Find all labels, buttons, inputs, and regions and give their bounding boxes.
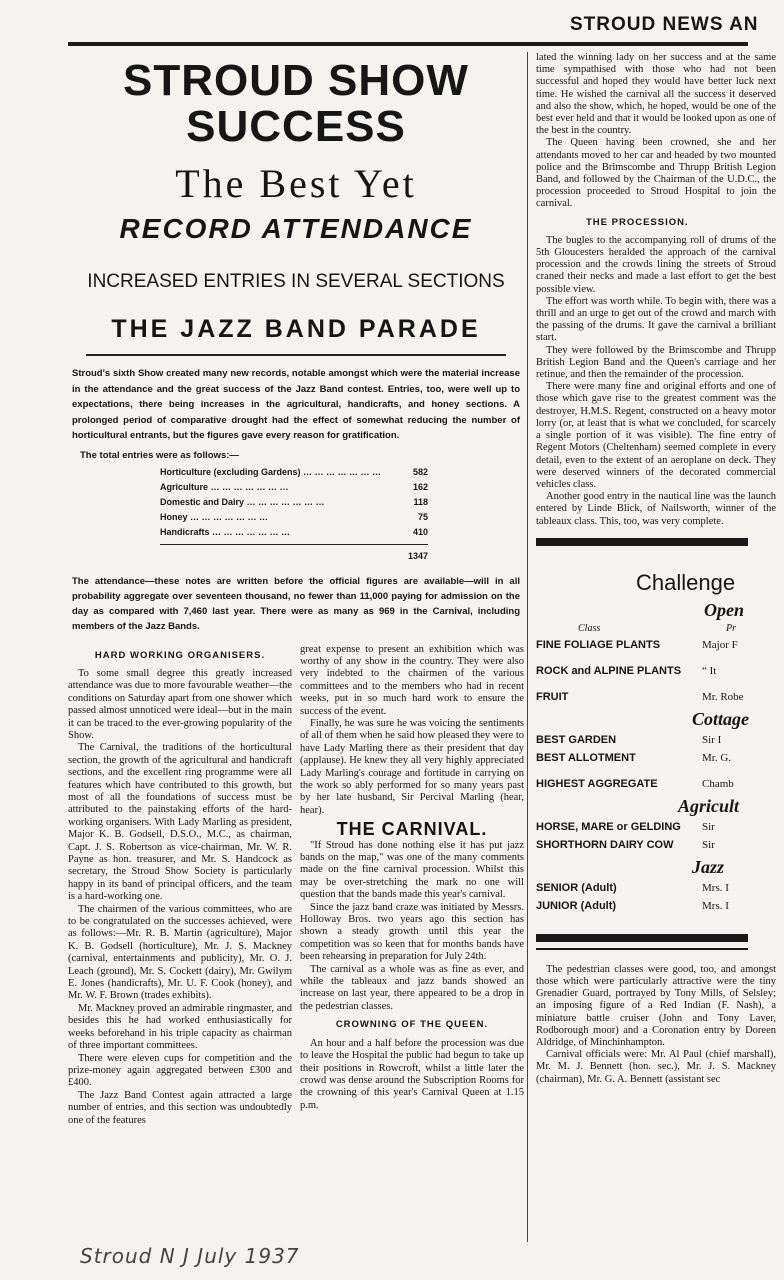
challenge-row [536, 663, 748, 681]
right-column [536, 52, 776, 1242]
challenge-row [536, 776, 748, 794]
challenge-class: BEST ALLOTMENT [536, 751, 636, 764]
paragraph: Since the jazz band craze was initiated by Messrs. Holloway Bros. two years ago this section has shown a steady growth until this year the competition was so keen that for months bands have been rehearsing in preparation for July 24th. [300, 901, 524, 963]
challenge-winner: Mrs. I [702, 899, 729, 912]
subheading-organisers: HARD WORKING ORGANISERS. [94, 649, 266, 661]
open-heading: Open [704, 599, 744, 620]
entry-row [160, 495, 428, 510]
entry-value: 162 [412, 481, 428, 492]
masthead-rule [68, 42, 748, 46]
entry-label: Horticulture (excluding Gardens) … … … … … … … [160, 465, 381, 480]
challenge-title: Challenge [636, 569, 736, 595]
challenge-winner: Major F [702, 638, 738, 651]
challenge-class: HORSE, MARE or GELDING [536, 820, 681, 833]
right-text-top [536, 52, 776, 528]
challenge-class: HIGHEST AGGREGATE [536, 777, 658, 790]
challenge-class: ROCK and ALPINE PLANTS [536, 664, 682, 677]
paragraph: The Queen having been crowned, she and her attendants moved to her car and headed by two mounted police and the Brimscombe and Thrupp British Legion Band, and followed by the Chairman of the U.D.C., the procession proceeded to Stroud Hospital to join the carnival. [536, 137, 776, 210]
entry-label: Handicrafts … … … … … … … [160, 525, 290, 540]
entry-value: 118 [413, 496, 428, 507]
intro-paragraph: Stroud's sixth Show created many new records, notable amongst which were the material increase in the attendance and the great success of the Jazz Band contest. Entries, too, were well up to expectations, there being increases in the agricultural, handicrafts, and honey sections. A prolonged period of comparative drought had the effect of somewhat reducing the number of horticultural entrants, but the figures gave every reason for gratification. [72, 368, 520, 441]
paragraph: There were eleven cups for competition and the prize-money again aggregated between £300 and £400. [68, 1052, 292, 1089]
class-header [536, 623, 748, 637]
entry-label: Agriculture … … … … … … … [160, 480, 289, 495]
paragraph: Carnival officials were: Mr. Al Paul (chief marshall), Mr. M. J. Bennett (hon. sec.), Mr. J. S. Mackney (chairman), Mr. G. A. Bennett (assistant sec [536, 1049, 776, 1085]
class-label: Class [578, 622, 601, 634]
divider [86, 354, 506, 356]
paragraph: The bugles to the accompanying roll of drums of the 5th Gloucesters heralded the approach of the carnival procession and the crowds lining the streets of Stroud craned their necks and made a last effort to get the best possible view. [536, 234, 776, 295]
column-two [300, 644, 524, 1127]
challenge-row [536, 732, 748, 750]
challenge-winner: Sir I [702, 733, 722, 746]
paragraph: An hour and a half before the procession was due to leave the Hospital the public had begun to take up their positions in Rowcroft, whilst a little later the crowd was dense around the Subscription Rooms for the crowning of this year's Carnival Queen at 1.15 p.m. [300, 1037, 524, 1111]
challenge-class: SHORTHORN DAIRY COW [536, 838, 674, 851]
right-text-bottom [536, 963, 776, 1086]
headline-best-yet: The Best Yet [175, 161, 417, 206]
entry-row [160, 510, 428, 525]
section-rule [536, 538, 748, 546]
jazz-heading: Jazz [692, 856, 725, 877]
challenge-winner: “ It [702, 664, 717, 677]
headline-record-attendance: RECORD ATTENDANCE [119, 213, 473, 244]
entries-total-value: 1347 [407, 550, 428, 561]
entries-total [160, 544, 428, 564]
paragraph: The Jazz Band Contest again attracted a large number of entries, and this section was undoubtedly one of the features [68, 1089, 292, 1126]
challenge-class: JUNIOR (Adult) [536, 899, 617, 912]
paragraph: Finally, he was sure he was voicing the sentiments of all of them when he said how pleased they were to have Lady Marling there as their president that day (applause). He knew they all very highly appreciated Lady Marling's courage and fortitude in carrying on the work so ably performed for so many years past by her late husband, Sir Percival Marling (hear, hear). [300, 717, 524, 816]
paragraph: They were followed by the Brimscombe and Thrupp British Legion Band and the Queen's carriage and her retinue, and then the remainder of the procession. [536, 344, 776, 381]
prize-label: Pr [726, 622, 736, 634]
entry-row [160, 480, 428, 495]
column-one [68, 644, 292, 1127]
column-rule [527, 52, 528, 1242]
challenge-class: BEST GARDEN [536, 733, 617, 746]
paragraph: To some small degree this greatly increased attendance was due to more favourable weather—the conditions on Saturday apart from one shower which passed almost unnoticed were ideal—but in the main it can be traced to the ever-growing popularity of the Show. [68, 667, 292, 741]
agriculture-heading: Agricult [678, 795, 740, 816]
challenge-winner: Mr. Robe [702, 690, 744, 703]
cottage-heading: Cottage [692, 708, 749, 729]
challenge-winner: Mr. G. [702, 751, 732, 764]
challenge-row [536, 750, 748, 768]
paragraph: The Carnival, the traditions of the horticultural section, the growth of the agricultural and handicraft sections, and the excellent ring programme were all features which have contributed to this growth, but most of all the foundations of success must be attributed to the painstaking efforts of the hard-working organisers. With Lady Marling as president, Major K. B. Godsell, D.S.O., M.C., as chairman, Capt. J. S. Robertson as vice-chairman, Mr. W. R. Payne as hon. treasurer, and Mr. S. Handcock as secretary, the Stroud Show Society is particularly happy in its band of principal officers, and the team is a hard-working one. [68, 742, 292, 903]
challenge-class: SENIOR (Adult) [536, 881, 617, 894]
paragraph: Another good entry in the nautical line was the launch entered by Linde Blick, of Nailsworth, winner of the tableaux class. This, too, was very complete. [536, 491, 776, 527]
challenge-row [536, 689, 748, 707]
headline-main: STROUD SHOW SUCCESS [123, 56, 469, 151]
paragraph: great expense to present an exhibition which was worthy of any show in the country. They were also very indebted to the chairmen of the various committees and to the members who had in recent weeks, put in so much hard work to ensure the success of the event. [300, 643, 524, 717]
headline-increased-entries: INCREASED ENTRIES IN SEVERAL SECTIONS [87, 271, 505, 292]
challenge-row [536, 837, 748, 855]
challenge-winner: Sir [702, 838, 715, 851]
challenge-winner: Chamb [702, 777, 734, 790]
paragraph: lated the winning lady on her success and at the same time sympathised with those who had not been successful and hoped they would have better luck next time. He wished the carnival all the success it deserved and also the show, which, he hoped, would be one of the best ever held and that it would be looked upon as one of the best in the country. [536, 52, 776, 137]
entry-value: 582 [412, 466, 428, 477]
section-rule [536, 934, 748, 942]
paragraph: The effort was worth while. To begin with, there was a thrill and an urge to get out of the crowd and march with the passing of the drums. It gave the carnival a brilliant start. [536, 295, 776, 344]
main-article [68, 52, 524, 1127]
entry-value: 75 [417, 511, 428, 522]
entry-label: Domestic and Dairy … … … … … … … [160, 495, 325, 510]
entry-value: 410 [412, 526, 428, 537]
challenge-winner: Mrs. I [702, 881, 729, 894]
attendance-paragraph: The attendance—these notes are written before the official figures are available—will in all probability aggregate over seventeen thousand, no fewer than 11,000 paying for admission on the day as compared with 7,460 last year. There were as many as 969 in the Carnival, including members of the Jazz Bands. [72, 575, 520, 632]
headline-jazz-band: THE JAZZ BAND PARADE [111, 315, 481, 343]
challenge-row [536, 880, 748, 898]
challenge-class: FRUIT [536, 690, 569, 703]
paragraph: "If Stroud has done nothing else it has put jazz bands on the map," was one of the many comments made on the fine carnival procession. Whilst this may be over-stretching the mark no one will question that the bands made this year's carnival. [300, 839, 524, 901]
entry-row [160, 465, 428, 480]
paragraph: Mr. Mackney proved an admirable ringmaster, and besides this he had worked enthusiastically for weeks beforehand in his triple capacity as chairman of three important committees. [68, 1002, 292, 1052]
handwritten-annotation: Stroud N J July 1937 [80, 1244, 300, 1268]
masthead: STROUD NEWS AN [570, 14, 759, 35]
entry-row [160, 525, 428, 540]
challenge-row [536, 819, 748, 837]
paragraph: The pedestrian classes were good, too, and amongst those which were particularly attractive were the tiny Grenadier Guard, portrayed by Tony Mills, of Selsley; an imposing figure of a Red Indian (F. Nash), a miniature battle cruiser (John and Tony Laver, Rodborough moor) and a Coronation entry by Doreen Aldridge, of Minchinhampton. [536, 963, 776, 1048]
challenge-row [536, 898, 748, 916]
subheading-crowning: CROWNING OF THE QUEEN. [335, 1019, 489, 1031]
paragraph: The chairmen of the various committees, who are to be congratulated on the successes achieved, were as follows:—Mr. R. B. Martin (agriculture), Major K. B. Godsell (horticulture), Mr. J. S. Mackney (carnival, entertainments and publicity), Mr. O. J. Leach (ground), Mr. S. Cockett (dairy), Mr. Gwilym E. Jones (handicrafts), Mr. U. F. Cook (honey), and Mr. W. F. Brown (trades exhibits). [68, 903, 292, 1002]
paragraph: There were many fine and original efforts and one of those which gave rise to the greatest comment was the destroyer, H.M.S. Regent, constructed on a heavy motor lorry (or, at least that is what we concluded, for scarcely a single portion of it was visible). The fine entry of Regent Motors (Cheltenham) seemed complete in every detail, even to the extent of an aeroplane on deck. They were deserved winners of the decorated commercial vehicles class. [536, 381, 776, 490]
entries-title: The total entries were as follows:— [80, 449, 239, 461]
subheading-carnival: THE CARNIVAL. [336, 819, 488, 840]
entries-table [160, 465, 428, 564]
challenge-class: FINE FOLIAGE PLANTS [536, 638, 661, 651]
entry-label: Honey … … … … … … … [160, 510, 268, 525]
subheading-procession: THE PROCESSION. [586, 216, 689, 228]
challenge-winner: Sir [702, 820, 715, 833]
challenge-row [536, 637, 748, 655]
article-columns [68, 644, 524, 1127]
paragraph: The carnival as a whole was as fine as ever, and while the tableaux and jazz bands showed an increase on last year, there appeared to be a drop in the pedestrian classes. [300, 963, 524, 1012]
